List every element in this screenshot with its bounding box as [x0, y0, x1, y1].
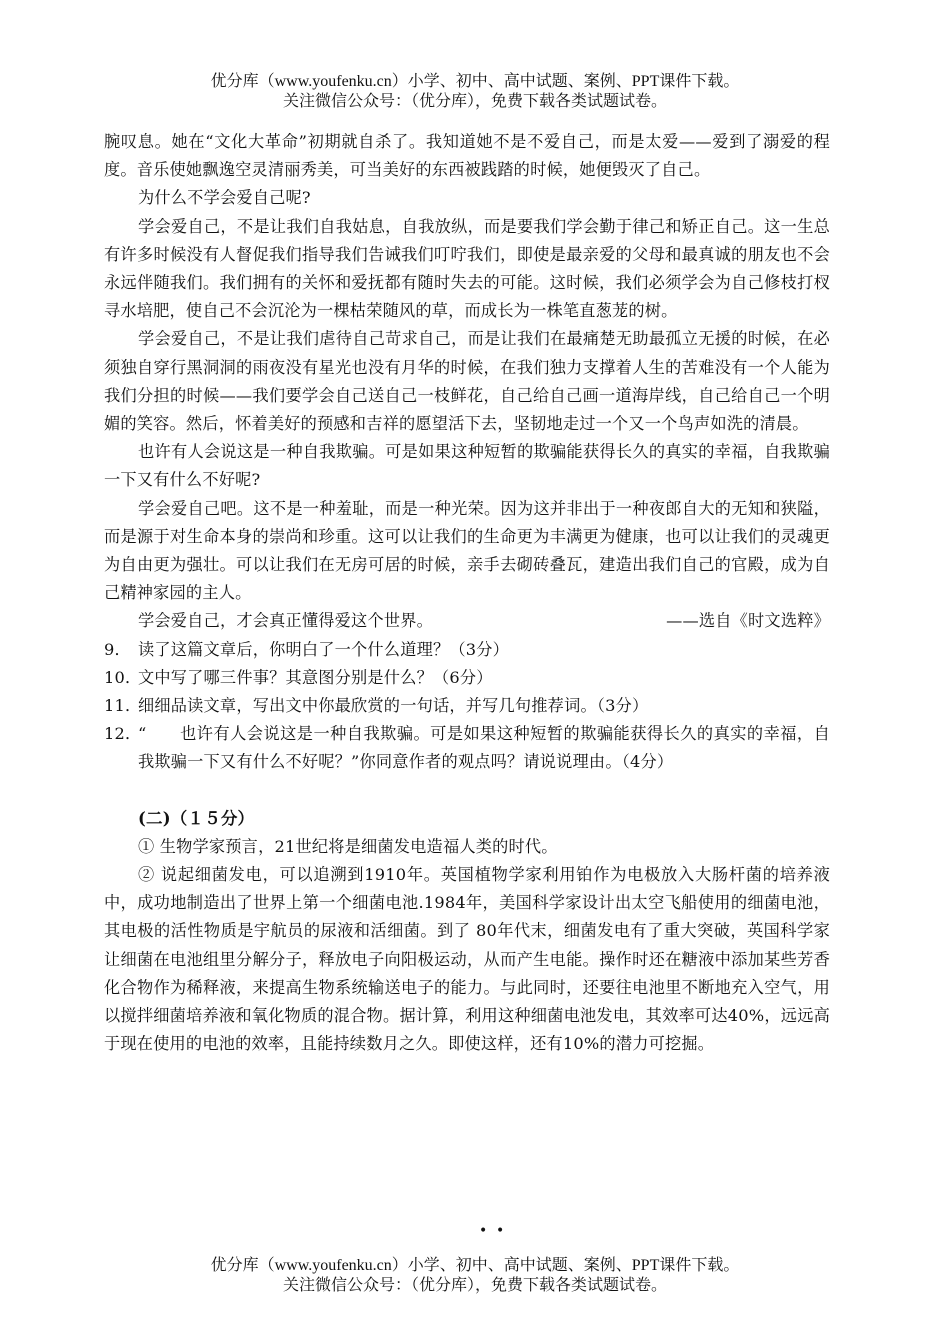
- section-spacer: [104, 777, 830, 805]
- question-number: 9．: [104, 639, 131, 659]
- section-title: (二)（１５分）: [138, 808, 255, 828]
- question-number: 10．: [104, 667, 142, 687]
- question-item: [104, 720, 830, 776]
- question-text: 文中写了哪三件事？其意图分别是什么？（6分）: [138, 667, 493, 687]
- paragraph: ① 生物学家预言，21世纪将是细菌发电造福人类的时代。: [138, 836, 558, 856]
- question-text: “ 也许有人会说这是一种自我欺骗。可是如果这种短暂的欺骗能获得长久的真实的幸福，自我欺骗一下又有什么不好呢？”你同意作者的观点吗？请说说理由。（4分）: [138, 724, 830, 772]
- question-text: 细细品读文章，写出文中你最欣赏的一句话，并写几句推荐词。（3分）: [138, 696, 649, 716]
- header-line-1: 优分库（www.youfenku.cn）小学、初中、高中试题、案例、PPT课件下载。: [210, 73, 740, 90]
- paragraph: 学会爱自己吧。这不是一种羞耻，而是一种光荣。因为这并非出于一种夜郎自大的无知和狭隘，而是源于对生命本身的崇尚和珍重。这可以让我们的生命更为丰满更为健康，也可以让我们的灵魂更为自由更为强壮。可以让我们在无房可居的时候，亲手去砌砖叠瓦，建造出我们自己的官殿，成为自己精神家园的主人。: [104, 498, 830, 603]
- closing-line: [104, 607, 830, 635]
- question-item: [104, 692, 830, 720]
- paragraph: 学会爱自己，不是让我们自我姑息，自我放纵，而是要我们学会勤于律己和矫正自己。这一生总有许多时候没有人督促我们指导我们告诫我们叮咛我们，即使是最亲爱的父母和最真诚的朋友也不会永远伴随我们。我们拥有的关怀和爱抚都有随时失去的可能。这时候，我们必须学会为自己修枝打杈寻水培肥，使自己不会沉沦为一棵枯荣随风的草，而成长为一株笔直葱茏的树。: [104, 216, 830, 321]
- source-attribution: ——选自《时文选粹》: [666, 611, 830, 631]
- paragraph: 学会爱自己，不是让我们虐待自己苛求自己，而是让我们在最痛楚无助最孤立无援的时候，在必须独自穿行黑洞洞的雨夜没有星光也没有月华的时候，在我们独力支撑着人生的苦难没有一个人能为我们分担的时候——我们要学会自己送自己一枝鲜花，自己给自己画一道海岸线，自己给自己一个明媚的笑容。然后，怀着美好的预感和吉祥的愿望活下去，坚韧地走过一个又一个鸟声如洗的清晨。: [104, 329, 830, 434]
- header-line-2: 关注微信公众号：（优分库），免费下载各类试题试卷。: [282, 93, 667, 110]
- paragraph: 也许有人会说这是一种自我欺骗。可是如果这种短暂的欺骗能获得长久的真实的幸福，自我欺骗一下又有什么不好呢?: [104, 442, 830, 490]
- closing-sentence: 学会爱自己，才会真正懂得爱这个世界。: [138, 611, 433, 631]
- question-item: [104, 636, 830, 664]
- emphasis-dot: •: [496, 1223, 505, 1239]
- paragraph-question: 为什么不学会爱自己呢?: [138, 188, 311, 208]
- question-number: 12．: [104, 724, 142, 744]
- question-list: [104, 636, 830, 777]
- question-text: 读了这篇文章后，你明白了一个什么道理？（3分）: [138, 639, 510, 659]
- question-item: [104, 664, 830, 692]
- footer-line-2: 关注微信公众号：（优分库），免费下载各类试题试卷。: [282, 1277, 667, 1294]
- paragraph-continued: 腕叹息。她在“文化大革命”初期就自杀了。我知道她不是不爱自己，而是太爱——爱到了溺爱的程度。音乐使她飘逸空灵清丽秀美，可当美好的东西被践踏的时候，她便毁灭了自己。: [104, 132, 830, 180]
- emphasis-dot: •: [479, 1223, 488, 1239]
- paragraph: ② 说起细菌发电，可以追溯到1910年。英国植物学家利用铂作为电极放入大肠杆菌的培养液中，成功地制造出了世界上第一个细菌电池.1984年，美国科学家设计出太空飞船使用的细菌电池，其电极的活性物质是宇航员的尿液和活细菌。到了 80年代末，细菌发电有了重大突破，英国科学家让细菌在电池组里分解分子，释放电子向阳极运动，从而产生电能。操作时还在糖液中添加某些芳香化合物作为稀释液，来提高生物系统输送电子的能力。与此同时，还要往电池里不断地充入空气，用以搅拌细菌培养液和氧化物质的混合物。据计算，利用这种细菌电池发电，其效率可达40%，远远高于现在使用的电池的效率，且能持续数月之久。即使这样，还有10%的潜力可挖掘。: [104, 865, 830, 1054]
- footer-line-1: 优分库（www.youfenku.cn）小学、初中、高中试题、案例、PPT课件下载。: [210, 1257, 740, 1274]
- article-body: [104, 128, 830, 1059]
- question-number: 11．: [104, 696, 142, 716]
- page-header: [0, 72, 950, 112]
- page-footer: [0, 1256, 950, 1296]
